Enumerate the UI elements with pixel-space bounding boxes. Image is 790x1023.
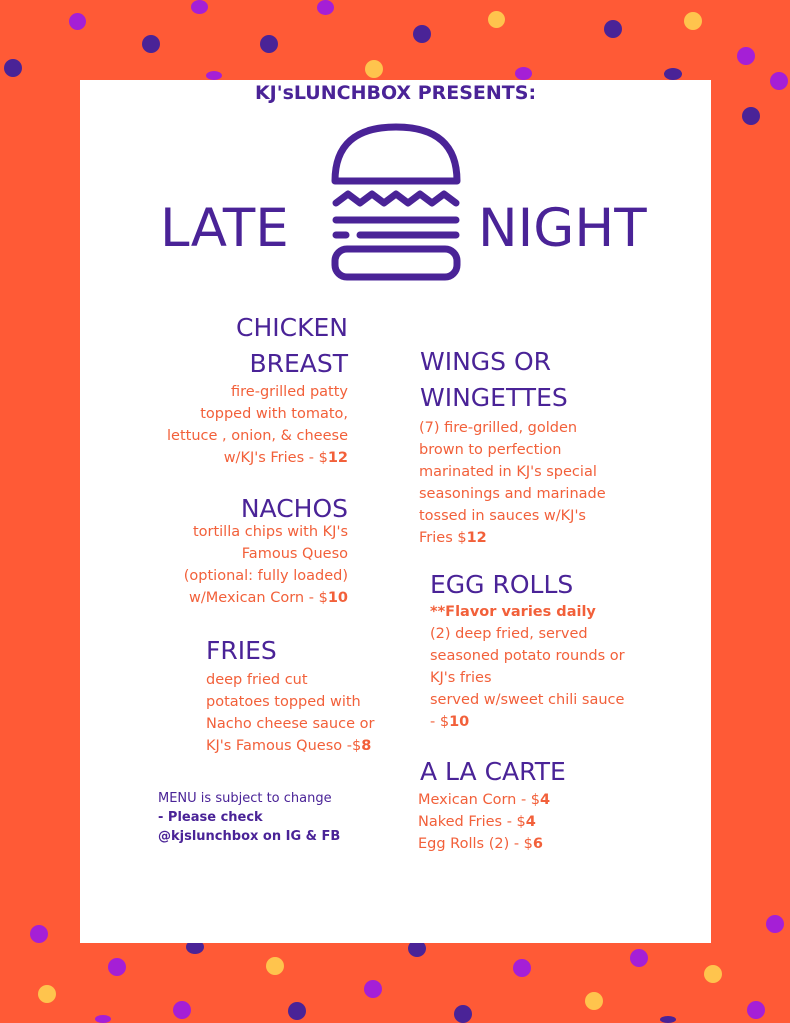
burger-icon (330, 121, 462, 281)
dot (317, 0, 334, 15)
fries-title: FRIES (206, 636, 277, 665)
desc-line: deep fried cut (206, 672, 308, 688)
dot (95, 1015, 111, 1023)
dot (206, 71, 222, 80)
desc-line: w/KJ's Fries - $ (223, 450, 328, 466)
price: 4 (540, 792, 551, 808)
title-line: WINGS OR (420, 347, 552, 376)
desc-line: seasonings and marinade (419, 486, 606, 502)
egg-rolls-title: EGG ROLLS (430, 570, 574, 599)
price: 10 (327, 590, 348, 606)
item-label: Mexican Corn - $ (418, 792, 541, 808)
menu-note (158, 789, 340, 846)
desc-line: w/Mexican Corn - $ (189, 590, 328, 606)
nachos-title: NACHOS (240, 494, 348, 523)
dot (704, 965, 722, 983)
a-la-carte-item (418, 789, 550, 811)
dot (69, 13, 86, 30)
dot (515, 67, 532, 80)
wings-title (420, 344, 568, 416)
chicken-breast-desc (140, 381, 348, 469)
dot (365, 60, 383, 78)
dot (604, 20, 622, 38)
desc-line: fire-grilled patty (231, 384, 348, 400)
desc-line: marinated in KJ's special (419, 464, 597, 480)
dot (173, 1001, 191, 1019)
dot (766, 915, 784, 933)
title-late: LATE (160, 198, 289, 259)
desc-line: seasoned potato rounds or (430, 648, 625, 664)
dot (191, 0, 208, 14)
desc-line: lettuce , onion, & cheese (167, 428, 348, 444)
desc-line: (optional: fully loaded) (183, 568, 348, 584)
desc-line: Nacho cheese sauce or (206, 716, 375, 732)
flavor-note: **Flavor varies daily (430, 604, 596, 620)
note-line: MENU is subject to change (158, 791, 332, 806)
item-label: Naked Fries - $ (418, 814, 526, 830)
dot (38, 985, 56, 1003)
price: 4 (525, 814, 536, 830)
a-la-carte-item (418, 811, 550, 833)
dot (630, 949, 648, 967)
presents-heading: KJ'sLUNCHBOX PRESENTS: (254, 82, 537, 104)
title-night: NIGHT (478, 198, 647, 259)
egg-rolls-desc (430, 601, 625, 733)
desc-line: - $ (430, 714, 450, 730)
dot (364, 980, 382, 998)
desc-line: brown to perfection (419, 442, 562, 458)
dot (142, 35, 160, 53)
dot (4, 59, 22, 77)
title-line: CHICKEN (236, 313, 348, 342)
price: 12 (466, 530, 487, 546)
title-line: BREAST (249, 349, 348, 378)
dot (737, 47, 755, 65)
a-la-carte-title: A LA CARTE (420, 757, 566, 786)
dot (684, 12, 702, 30)
desc-line: Fries $ (419, 530, 467, 546)
dot (513, 959, 531, 977)
title-line: WINGETTES (420, 383, 568, 412)
price: 8 (361, 738, 372, 754)
desc-line: (7) fire-grilled, golden (419, 420, 578, 436)
desc-line: KJ's Famous Queso -$ (206, 738, 362, 754)
a-la-carte-item (418, 833, 550, 855)
dot (266, 957, 284, 975)
desc-line: (2) deep fried, served (430, 626, 588, 642)
a-la-carte-list (418, 789, 550, 855)
dot (260, 35, 278, 53)
price: 10 (449, 714, 470, 730)
desc-line: KJ's fries (430, 670, 492, 686)
dot (747, 1001, 765, 1019)
price: 6 (532, 836, 544, 852)
dot (454, 1005, 472, 1023)
dot (664, 68, 682, 80)
desc-line: served w/sweet chili sauce (430, 692, 625, 708)
dot (488, 11, 505, 28)
desc-line: potatoes topped with (206, 694, 361, 710)
menu-sheet (80, 80, 711, 943)
fries-desc (206, 669, 374, 757)
dot (413, 25, 431, 43)
wings-desc (419, 417, 606, 549)
dot (30, 925, 48, 943)
desc-line: topped with tomato, (200, 406, 348, 422)
dot (660, 1016, 676, 1023)
dot (770, 72, 788, 90)
dot (288, 1002, 306, 1020)
chicken-breast-title (180, 310, 348, 382)
note-line: - Please check (158, 810, 263, 825)
dot (585, 992, 603, 1010)
note-line: @kjslunchbox on IG & FB (158, 829, 341, 844)
dot (108, 958, 126, 976)
item-label: Egg Rolls (2) - $ (418, 836, 533, 852)
desc-line: tossed in sauces w/KJ's (419, 508, 586, 524)
desc-line: Famous Queso (241, 546, 348, 562)
desc-line: tortilla chips with KJ's (192, 524, 348, 540)
dot (742, 107, 760, 125)
nachos-desc (140, 521, 348, 609)
price: 12 (327, 450, 348, 466)
